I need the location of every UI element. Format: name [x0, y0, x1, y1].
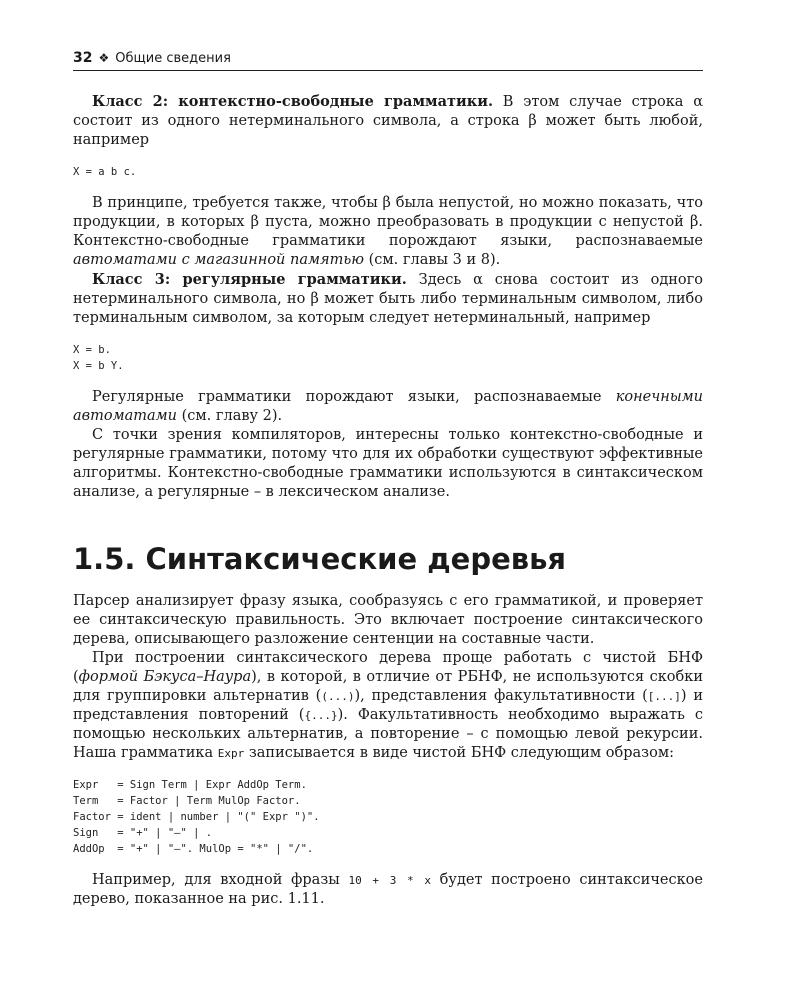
class3-label: Класс 3: регулярные грамматики. [92, 271, 407, 288]
paragraph-principle [73, 194, 703, 270]
paragraph-compilers: С точки зрения компиляторов, интересны только контекстно-свободные и регулярные грамматики, потому что для их обработки существуют эффективные алгоритмы. Контекстно-свободные грамматики используются в синтаксическом анализе, а регулярные – в лексическом анализе. [73, 427, 703, 500]
bnf-code-braces: {...} [304, 709, 338, 722]
principle-tail: (см. главы 3 и 8). [364, 252, 501, 268]
regular-tail: (см. главу 2). [177, 408, 283, 424]
bnf-code-brackets: [...] [647, 690, 681, 703]
paragraph-bnf [73, 649, 703, 763]
bnf-code-expr: Expr [217, 747, 245, 760]
paragraph-example [73, 871, 703, 909]
class2-text: В этом случае строка α состоит из одного нетерминального символа, а строка β может быть любой, например [73, 94, 703, 148]
bnf-code-parens: (...) [321, 690, 355, 703]
bnf-text-g: записывается в виде чистой БНФ следующим образом: [244, 745, 674, 761]
paragraph-regular [73, 388, 703, 426]
bnf-emphasis: формой Бэкуса–Наура [78, 669, 252, 685]
bnf-text-e: ) и представления повторений ( [73, 688, 703, 723]
page-body [73, 92, 703, 909]
paragraph-parser: Парсер анализирует фразу языка, сообразуясь с его грамматикой, и проверяет ее синтаксическую правильность. Это включает построение синтаксического дерева, описывающего разложение сентенции на составные части. [73, 593, 703, 647]
paragraph-class2 [73, 92, 703, 150]
bnf-text-a: При построении синтаксического дерева проще работать с чистой БНФ ( [73, 650, 703, 685]
example-text-b: будет построено синтаксическое дерево, показанное на рис. 1.11. [73, 872, 703, 907]
paragraph-class3 [73, 270, 703, 328]
class3-text: Здесь α снова состоит из одного нетерминального символа, но β может быть либо терминальным символом, либо терминальным символом, за которым следует нетерминальный, например [73, 272, 703, 326]
class2-label: Класс 2: контекстно-свободные грамматики. [92, 93, 494, 110]
grammar-code: Expr = Sign Term | Expr AddOp Term. Term = Factor | Term MulOp Factor. Factor = ident | number | "(" Expr ")". Sign = "+" | "–" | . AddOp = "+" | "–". MulOp = "*" | "/". [73, 779, 320, 855]
bnf-text-d: ), представления факультативности ( [354, 688, 648, 704]
regular-emphasis: конечными автоматами [73, 389, 703, 424]
bnf-text-b: ), в которой, в отличие от РБНФ, не используются скобки для группировки альтернатив ( [73, 669, 703, 704]
principle-emphasis: автоматами с магазинной памятью [73, 252, 365, 268]
principle-text: В принципе, требуется также, чтобы β была непустой, но можно показать, что продукции, в которых β пуста, можно преобразовать в продукции с непустой β. Контекстно-свободные грамматики порождают языки, распознаваемые [73, 195, 703, 249]
ornament-icon: ❖ [98, 51, 110, 65]
example-inline-code: 10 + 3 * x [348, 874, 431, 887]
header-rule [73, 70, 703, 71]
example-code-1: X = a b c. [73, 166, 137, 178]
example-code-2: X = b. X = b Y. [73, 344, 124, 372]
chapter-title: Общие сведения [115, 51, 231, 66]
regular-text: Регулярные грамматики порождают языки, распознаваемые [92, 389, 616, 405]
page-number: 32 [73, 50, 93, 66]
section-heading: 1.5. Синтаксические деревья [73, 542, 567, 576]
example-text-a: Например, для входной фразы [92, 872, 349, 888]
book-page [73, 0, 703, 1000]
bnf-text-f: ). Факультативность необходимо выражать с помощью нескольких альтернатив, а повторение – с помощью левой рекурсии. Наша грамматика [73, 707, 703, 761]
running-head [73, 50, 703, 72]
